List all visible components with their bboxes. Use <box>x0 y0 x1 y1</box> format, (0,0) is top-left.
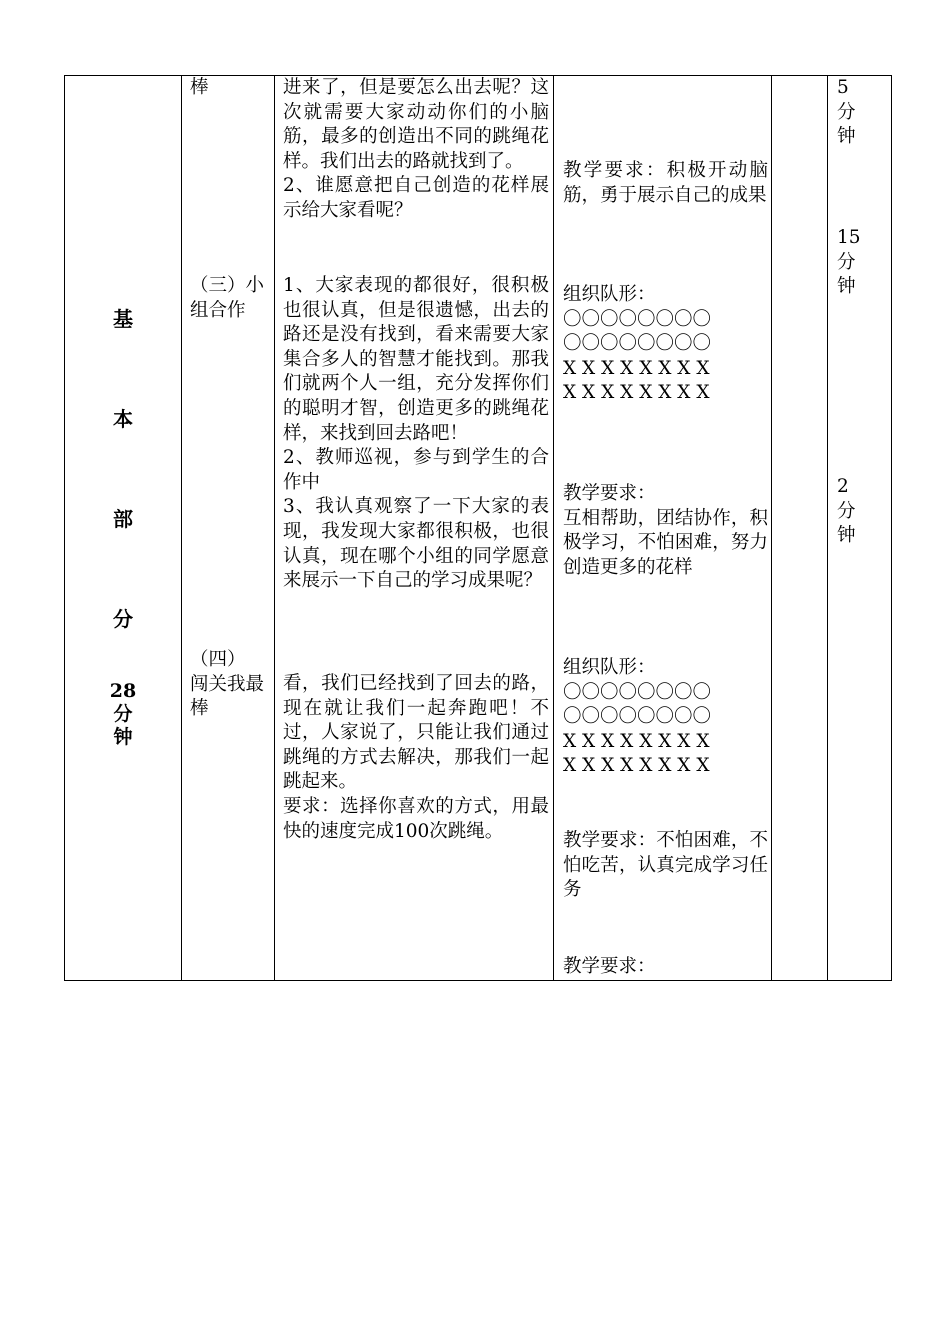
column-divider <box>553 76 554 980</box>
formation-2: 组织队形： 〇〇〇〇〇〇〇〇 〇〇〇〇〇〇〇〇 X X X X X X X X X X X X X X X X <box>563 657 712 777</box>
teacher-activity-1: 进来了，但是要怎么出去呢？这次就需要大家动动你们的小脑筋，最多的创造出不同的跳绳花样。我们出去的路就找到了。 2、谁愿意把自己创造的花样展示给大家看呢？ <box>283 77 549 221</box>
time-2: 15 分 钟 <box>837 227 861 298</box>
column-divider <box>771 76 772 980</box>
formation-1: 组织队形： 〇〇〇〇〇〇〇〇 〇〇〇〇〇〇〇〇 X X X X X X X X X X X X X X X X <box>563 284 712 404</box>
teacher-activity-2: 1、大家表现的都很好，很积极也很认真，但是很遗憾，出去的路还是没有找到，看来需要大家集合多人的智慧才能找到。那我们就两个人一组，充分发挥你们的聪明才智，创造更多的跳绳花样，来找到回去路吧！ 2、教师巡视，参与到学生的合作中 3、我认真观察了一下大家的表现，我发现大家都很积极，也很认真，现在哪个小组的同学愿意来展示一下自己的学习成果呢？ <box>283 275 549 592</box>
column-divider <box>181 76 182 980</box>
requirement-3: 教学要求：不怕困难，不怕吃苦，认真完成学习任务 <box>563 830 768 901</box>
requirement-1: 教学要求：积极开动脑筋，勇于展示自己的成果 <box>563 160 768 206</box>
time-1: 5 分 钟 <box>837 77 856 148</box>
content-label-continued: 棒 <box>190 77 209 98</box>
content-label-group-work: （三）小组合作 <box>190 275 265 321</box>
section-char: 部 <box>113 507 133 531</box>
teacher-activity-3: 看，我们已经找到了回去的路，现在就让我们一起奔跑吧！不过，人家说了，只能让我们通过跳绳的方式去解决，那我们一起跳起来。 要求：选择你喜欢的方式，用最快的速度完成100次跳绳。 <box>283 673 549 842</box>
requirement-4: 教学要求： <box>563 956 656 977</box>
column-divider <box>827 76 828 980</box>
lesson-plan-table <box>64 75 892 981</box>
requirement-2: 教学要求： 互相帮助，团结协作，积极学习，不怕困难，努力创造更多的花样 <box>563 483 768 578</box>
section-char: 本 <box>113 407 133 431</box>
content-label-challenge: （四） 闯关我最棒 <box>190 649 265 720</box>
column-divider <box>274 76 275 980</box>
time-3: 2 分 钟 <box>837 476 856 547</box>
section-char: 分 <box>113 607 133 631</box>
section-duration: 28 分 钟 <box>109 680 137 748</box>
section-char: 基 <box>113 307 133 331</box>
